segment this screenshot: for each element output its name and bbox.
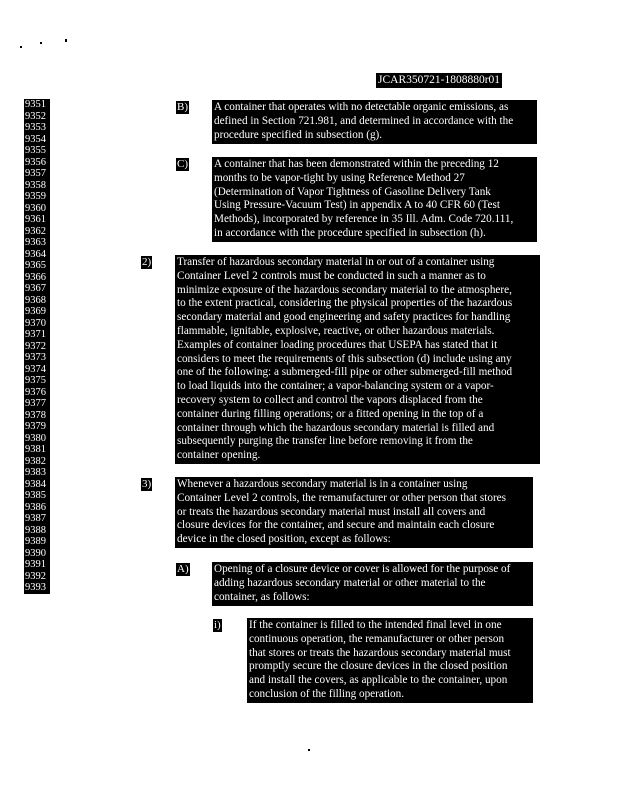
text-line: continuous operation, the remanufacturer or other person [249, 632, 505, 645]
text-line: or treats the hazardous secondary material must install all covers and [177, 505, 486, 518]
line-number: 9379 [25, 421, 46, 432]
text-line: Examples of container loading procedures that USEPA has stated that it [177, 338, 498, 351]
line-number: 9388 [25, 524, 46, 536]
text-line: in accordance with the procedure specified in subsection (h). [214, 226, 486, 239]
text-line: months to be vapor-tight by using Reference Method 27 [214, 171, 465, 184]
line-number: 9383 [25, 467, 46, 478]
subsection-b-text [212, 100, 537, 144]
line-number: 9363 [25, 237, 46, 248]
line-number: 9353 [25, 122, 46, 133]
line-number: 9384 [25, 478, 46, 490]
line-number: 9362 [25, 225, 46, 237]
subsection-label-b: B) [177, 101, 188, 113]
text-line: adding hazardous secondary material or other material to the [214, 576, 486, 589]
text-line: container, as follows: [214, 590, 310, 603]
line-number: 9389 [25, 536, 46, 547]
line-number: 9358 [25, 179, 46, 191]
line-number: 9391 [25, 559, 46, 570]
subsection-i-text [247, 618, 533, 703]
text-line: Methods), incorporated by reference in 35 Ill. Adm. Code 720.111, [214, 213, 514, 226]
text-line: A container that operates with no detectable organic emissions, as [214, 101, 509, 113]
subsection-c-text [212, 157, 537, 242]
text-line: minimize exposure of the hazardous secondary material to the atmosphere, [177, 283, 512, 296]
line-number: 9351 [25, 99, 46, 110]
text-line: A container that has been demonstrated within the preceding 12 [214, 158, 499, 170]
line-number: 9357 [25, 168, 46, 179]
line-number: 9372 [25, 340, 46, 352]
text-line: and install the covers, as applicable to the container, upon [249, 674, 508, 687]
line-number: 9386 [25, 501, 46, 513]
text-line: Container Level 2 controls must be conducted in such a manner as to [177, 269, 486, 282]
text-line: flammable, ignitable, explosive, reactive, or other hazardous materials. [177, 324, 495, 337]
text-line: Whenever a hazardous secondary material is in a container using [177, 478, 468, 490]
scan-speck [40, 42, 42, 44]
line-number: 9392 [25, 570, 46, 582]
text-line: device in the closed position, except as follows: [177, 533, 391, 546]
line-number: 9369 [25, 306, 46, 317]
line-number: 9380 [25, 432, 46, 444]
line-number: 9382 [25, 455, 46, 467]
subsection-2-text [175, 255, 540, 464]
text-line: that stores or treats the hazardous secondary material must [249, 646, 511, 659]
line-number: 9370 [25, 317, 46, 329]
scan-speck [20, 46, 22, 48]
line-number: 9364 [25, 248, 46, 260]
line-number: 9377 [25, 398, 46, 409]
text-line: secondary material and good engineering and safety practices for handling [177, 311, 511, 324]
subsection-label-3: 3) [142, 478, 152, 490]
line-number-column [24, 99, 50, 594]
line-number: 9387 [25, 513, 46, 524]
text-line: Transfer of hazardous secondary material in or out of a container using [177, 256, 495, 268]
line-number: 9374 [25, 363, 46, 375]
line-number: 9352 [25, 110, 46, 122]
subsection-label-i: i) [214, 619, 221, 631]
text-line: recovery system to collect and control the vapors displaced from the [177, 393, 483, 406]
text-line: subsequently purging the transfer line before removing it from the [177, 435, 473, 448]
line-number: 9361 [25, 214, 46, 225]
text-line: container opening. [177, 449, 261, 462]
text-line: promptly secure the closure devices in the closed position [249, 660, 508, 673]
line-number: 9366 [25, 271, 46, 283]
text-line: If the container is filled to the intended final level in one [249, 619, 502, 631]
subsection-3-text [175, 477, 533, 548]
line-number: 9378 [25, 409, 46, 421]
text-line: one of the following: a submerged-fill pipe or other submerged-fill method [177, 366, 513, 379]
text-line: to load liquids into the container; a vapor-balancing system or a vapor- [177, 380, 494, 393]
line-number: 9393 [25, 582, 46, 593]
text-line: Container Level 2 controls, the remanufacturer or other person that stores [177, 491, 506, 504]
text-line: procedure specified in subsection (g). [214, 128, 383, 141]
line-number: 9381 [25, 444, 46, 455]
line-number: 9356 [25, 156, 46, 168]
scan-speck [308, 749, 310, 751]
line-number: 9367 [25, 283, 46, 294]
subsection-label-c: C) [177, 158, 188, 170]
line-number: 9376 [25, 386, 46, 398]
text-line: Using Pressure-Vacuum Test) in appendix A to 40 CFR 60 (Test [214, 199, 500, 212]
text-line: (Determination of Vapor Tightness of Gasoline Delivery Tank [214, 185, 491, 198]
text-line: conclusion of the filling operation. [249, 687, 405, 700]
line-number: 9375 [25, 375, 46, 386]
line-number: 9371 [25, 329, 46, 340]
text-line: container through which the hazardous secondary material is filled and [177, 421, 495, 434]
text-line: to the extent practical, considering the physical properties of the hazardous [177, 297, 513, 310]
subsection-label-a: A) [177, 563, 189, 575]
scan-speck [65, 39, 67, 42]
line-number: 9390 [25, 547, 46, 559]
line-number: 9368 [25, 294, 46, 306]
line-number: 9360 [25, 202, 46, 214]
line-number: 9373 [25, 352, 46, 363]
line-number: 9385 [25, 490, 46, 501]
line-number: 9365 [25, 260, 46, 271]
subsection-label-2: 2) [142, 256, 152, 268]
line-number: 9355 [25, 145, 46, 156]
text-line: considers to meet the requirements of this subsection (d) include using any [177, 352, 512, 365]
text-line: closure devices for the container, and secure and maintain each closure [177, 519, 495, 532]
text-line: defined in Section 721.981, and determined in accordance with the [214, 114, 514, 127]
text-line: Opening of a closure device or cover is allowed for the purpose of [214, 563, 511, 575]
text-line: container during filling operations; or a fitted opening in the top of a [177, 407, 484, 420]
line-number: 9359 [25, 191, 46, 202]
subsection-a-text [212, 562, 533, 606]
line-number: 9354 [25, 133, 46, 145]
docket-header: JCAR350721-1808880r01 [378, 74, 501, 86]
